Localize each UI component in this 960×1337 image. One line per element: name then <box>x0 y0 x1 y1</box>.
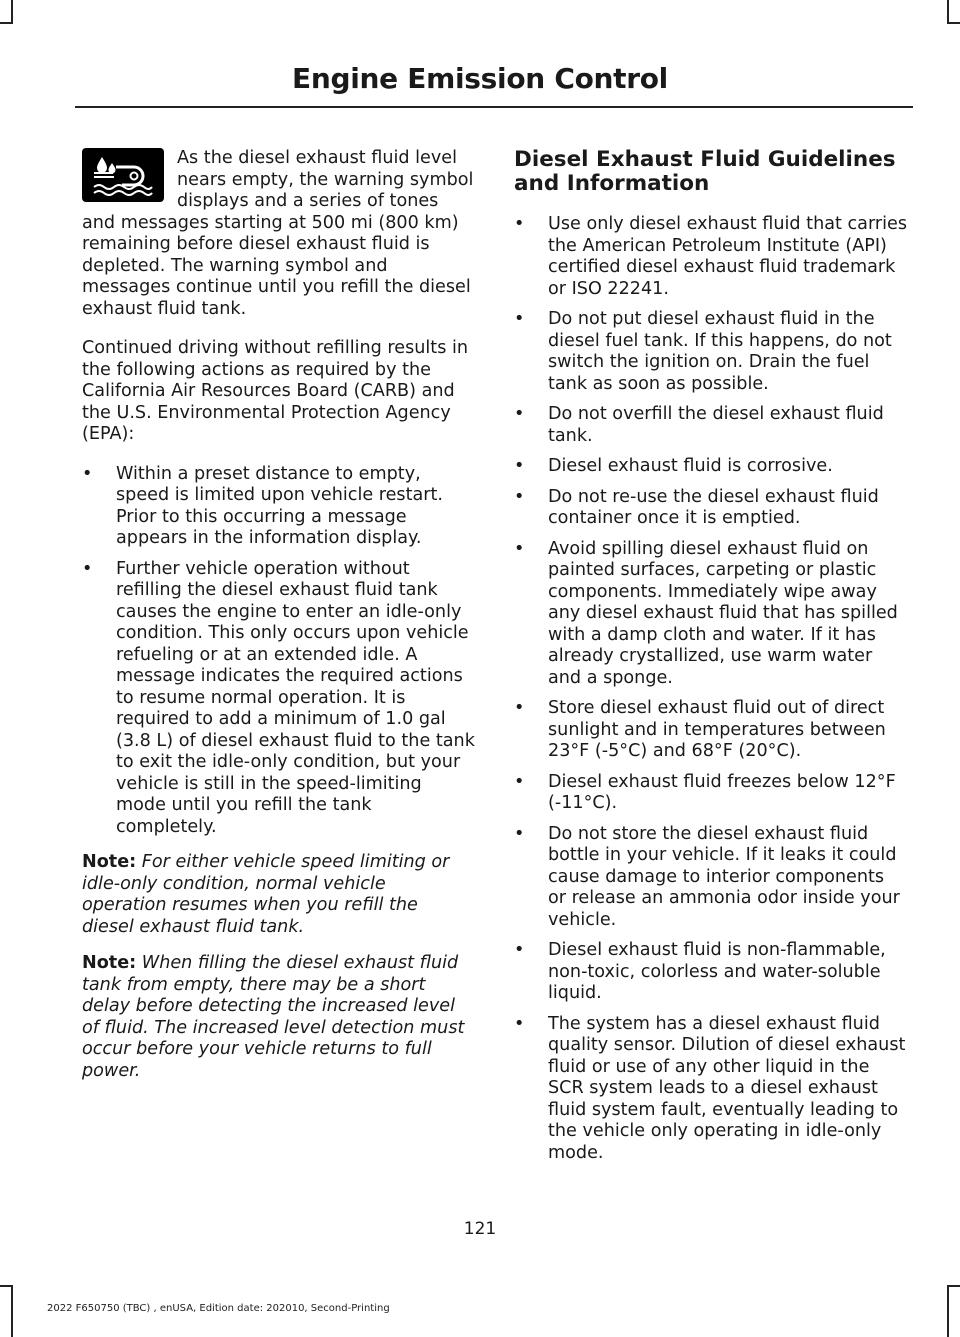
bullet-dot: • <box>514 1013 525 1034</box>
page-number: 121 <box>463 1219 497 1239</box>
list-item <box>514 487 907 530</box>
note-filling-delay <box>82 953 475 1082</box>
consequences-list <box>82 464 475 839</box>
list-item <box>514 772 907 815</box>
left-column <box>82 148 475 1097</box>
list-item <box>82 559 475 839</box>
note-text: When filling the diesel exhaust fluid tank from empty, there may be a short delay before detecting the increased level of fluid. The increased level detection must occur before your vehicle returns to full power. <box>82 953 465 1081</box>
note-speed-limiting <box>82 852 475 938</box>
bullet-dot: • <box>514 309 525 329</box>
list-item-text: Do not re-use the diesel exhaust fluid container once it is emptied. <box>548 486 879 528</box>
list-item <box>514 404 907 447</box>
list-item <box>82 464 475 550</box>
bullet-dot: • <box>514 698 525 718</box>
list-item-text: Do not overfill the diesel exhaust fluid tank. <box>548 404 884 446</box>
def-warning-symbol <box>92 153 154 197</box>
list-item-text: Further vehicle operation without refilling the diesel exhaust fluid tank causes the engine to enter an idle-only condition. This only occurs upon vehicle refueling or at an extended idle. A message indicates the required actions to resume normal operation. It is required to add a minimum of 1.0 gal (3.8 L) of diesel exhaust fluid to the tank to exit the idle-only condition, but your vehicle is still in the speed-limiting mode until you refill the tank completely. <box>116 558 475 837</box>
list-item <box>514 214 907 300</box>
footer-edition-info: 2022 F650750 (TBC) , enUSA, Edition date: 202010, Second-Printing <box>47 1303 390 1314</box>
list-item <box>514 1014 907 1165</box>
page-title: Engine Emission Control <box>292 62 668 95</box>
crop-mark-bottom-right-h <box>947 1285 960 1287</box>
list-item-text: Diesel exhaust fluid freezes below 12°F (-11°C). <box>548 771 896 813</box>
list-item-text: The system has a diesel exhaust fluid quality sensor. Dilution of diesel exhaust fluid or use of any other liquid in the SCR system leads to a diesel exhaust fluid system fault, eventually leading to the vehicle only operating in idle-only mode. <box>548 1013 906 1163</box>
list-item-text: Store diesel exhaust fluid out of direct sunlight and in temperatures between 23°F (-5°C) and 68°F (20°C). <box>548 698 886 761</box>
note-label: Note: <box>82 852 137 872</box>
list-item-text: Diesel exhaust fluid is corrosive. <box>548 456 833 476</box>
header-divider <box>75 106 913 108</box>
section-title: Diesel Exhaust Fluid Guidelines and Information <box>514 147 896 196</box>
intro-paragraph: As the diesel exhaust fluid level nears empty, the warning symbol displays and a series of tones and messages starting at 500 mi (800 km) remaining before diesel exhaust fluid is depleted. The warning symbol and messages continue until you refill the diesel exhaust fluid tank. <box>82 148 474 319</box>
bullet-dot: • <box>514 823 525 844</box>
list-item-text: Use only diesel exhaust fluid that carries the American Petroleum Institute (API) certified diesel exhaust fluid trademark or ISO 22241. <box>548 214 907 299</box>
list-item <box>514 456 907 478</box>
list-item <box>514 698 907 763</box>
guidelines-list <box>514 214 907 1164</box>
list-item <box>514 309 907 395</box>
list-item-text: Do not store the diesel exhaust fluid bottle in your vehicle. If it leaks it could cause damage to interior components or release an ammonia odor inside your vehicle. <box>548 823 900 930</box>
list-item-text: Avoid spilling diesel exhaust fluid on painted surfaces, carpeting or plastic components. Immediately wipe away any diesel exhaust fluid that has spilled with a damp cloth and water. If it has already crystallized, use warm water and a sponge. <box>548 538 898 688</box>
bullet-dot: • <box>514 486 525 507</box>
bullet-dot: • <box>514 538 525 559</box>
list-item <box>514 539 907 690</box>
right-column <box>514 148 907 1178</box>
crop-mark-top-left-h <box>0 22 13 24</box>
note-text: For either vehicle speed limiting or idle-only condition, normal vehicle operation resumes when you refill the diesel exhaust fluid tank. <box>82 852 450 937</box>
list-item <box>514 940 907 1005</box>
note-label: Note: <box>82 953 137 973</box>
crop-mark-top-left-v <box>11 0 13 24</box>
consequences-paragraph: Continued driving without refilling results in the following actions as required by the California Air Resources Board (CARB) and the U.S. Environmental Protection Agency (EPA): <box>82 338 469 444</box>
bullet-dot: • <box>514 940 525 960</box>
list-item <box>514 824 907 932</box>
bullet-dot: • <box>514 456 525 476</box>
list-item-text: Do not put diesel exhaust fluid in the diesel fuel tank. If this happens, do not switch the ignition on. Drain the fuel tank as soon as possible. <box>548 309 892 394</box>
crop-mark-bottom-left-v <box>11 1285 13 1337</box>
crop-mark-bottom-left-h <box>0 1285 13 1287</box>
bullet-dot: • <box>514 214 525 234</box>
bullet-dot: • <box>514 771 525 792</box>
bullet-dot: • <box>514 404 525 424</box>
crop-mark-top-right-v <box>947 0 949 24</box>
list-item-text: Within a preset distance to empty, speed is limited upon vehicle restart. Prior to this occurring a message appears in the information display. <box>116 463 443 548</box>
crop-mark-top-right-h <box>947 22 960 24</box>
diesel-exhaust-fluid-icon <box>82 148 164 202</box>
bullet-dot: • <box>82 463 93 484</box>
crop-mark-bottom-right-v <box>947 1285 949 1337</box>
bullet-dot: • <box>82 558 93 579</box>
list-item-text: Diesel exhaust fluid is non-flammable, non-toxic, colorless and water-soluble liquid. <box>548 940 886 1003</box>
